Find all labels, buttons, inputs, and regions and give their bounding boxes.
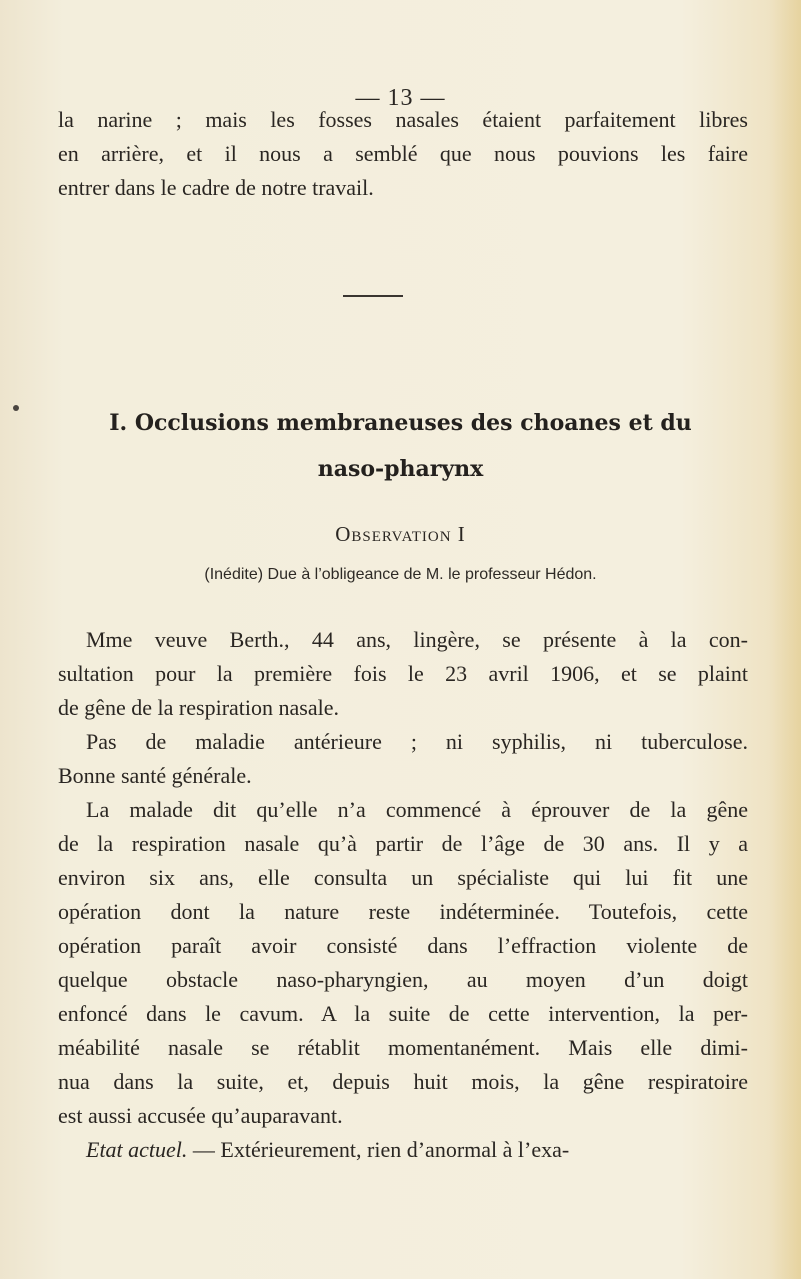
- body-line-7: de la respiration nasale qu’à partir de l’âge de 30 ans. Il y a: [58, 831, 748, 856]
- body-line-3: de gêne de la respiration nasale.: [58, 695, 339, 720]
- intro-line-1: la narine ; mais les fosses nasales étaient parfaitement libres: [58, 107, 748, 132]
- body-line-1: Mme veuve Berth., 44 ans, lingère, se présente à la con-: [86, 627, 748, 652]
- body-line-8: environ six ans, elle consulta un spécialiste qui lui fit une: [58, 865, 748, 890]
- body-line-9: opération dont la nature reste indéterminée. Toutefois, cette: [58, 899, 748, 924]
- body-line-2: sultation pour la première fois le 23 avril 1906, et se plaint: [58, 661, 748, 686]
- section-divider: [343, 295, 403, 297]
- etat-actuel-text: — Extérieurement, rien d’anormal à l’exa-: [187, 1137, 570, 1162]
- section-heading-line-2: naso-pharynx: [317, 456, 484, 482]
- body-line-12: enfoncé dans le cavum. A la suite de cette intervention, la per-: [58, 1001, 748, 1026]
- section-heading-line-1: I. Occlusions membraneuses des choanes et du: [109, 410, 692, 436]
- observation-subtitle: (Inédite) Due à l’obligeance de M. le professeur Hédon.: [204, 566, 597, 583]
- intro-line-2: en arrière, et il nous a semblé que nous pouvions les faire: [58, 141, 748, 166]
- body-line-13: méabilité nasale se rétablit momentanément. Mais elle dimi-: [58, 1035, 748, 1060]
- observation-title: Observation I: [335, 522, 466, 546]
- body-line-4: Pas de maladie antérieure ; ni syphilis, ni tuberculose.: [86, 729, 748, 754]
- body-line-11: quelque obstacle naso-pharyngien, au moyen d’un doigt: [58, 967, 748, 992]
- body-line-15: est aussi accusée qu’auparavant.: [58, 1103, 343, 1128]
- page-number: — 13 —: [355, 85, 446, 111]
- body-line-10: opération paraît avoir consisté dans l’effraction violente de: [58, 933, 748, 958]
- body-line-6: La malade dit qu’elle n’a commencé à éprouver de la gêne: [86, 797, 748, 822]
- intro-line-3: entrer dans le cadre de notre travail.: [58, 175, 374, 200]
- body-line-16: [58, 1136, 748, 1164]
- body-line-5: Bonne santé générale.: [58, 763, 252, 788]
- etat-actuel-label: Etat actuel.: [86, 1137, 188, 1162]
- body-line-14: nua dans la suite, et, depuis huit mois, la gêne respiratoire: [58, 1069, 748, 1094]
